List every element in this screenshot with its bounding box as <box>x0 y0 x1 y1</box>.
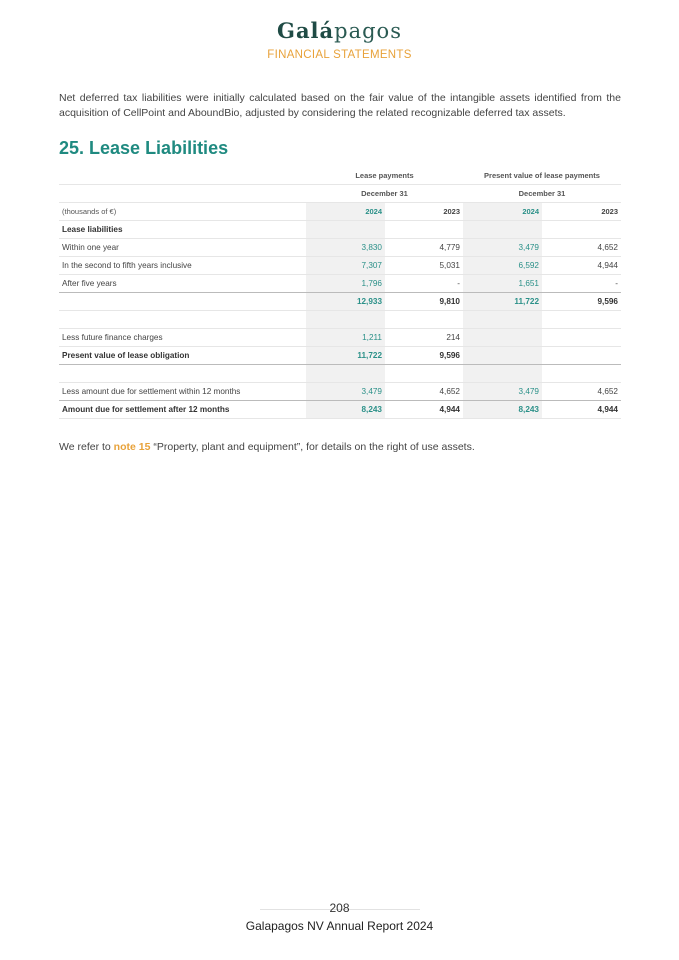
group-present-value: Present value of lease payments <box>463 167 621 185</box>
report-title: Galapagos NV Annual Report 2024 <box>245 919 434 933</box>
year-2023-pv: 2023 <box>542 203 621 221</box>
note-text-before: We refer to <box>59 441 114 453</box>
cell-value: 7,307 <box>306 257 385 275</box>
empty-cell <box>306 365 385 383</box>
date-header-row <box>59 185 621 203</box>
cell-value: 8,243 <box>306 401 385 419</box>
date-lease-payments: December 31 <box>306 185 463 203</box>
logo-part-a: Galá <box>277 18 335 43</box>
page-header <box>0 18 679 61</box>
spacer-row <box>59 365 621 383</box>
table-row <box>59 383 621 401</box>
empty-cell <box>306 221 385 239</box>
unit-label: (thousands of €) <box>59 203 306 221</box>
page-footer <box>0 901 679 933</box>
empty-cell <box>463 221 542 239</box>
table-row <box>59 329 621 347</box>
empty-cell <box>306 311 385 329</box>
cell-value: 4,652 <box>385 383 463 401</box>
section-title: 25. Lease Liabilities <box>59 138 229 158</box>
group-header-row <box>59 167 621 185</box>
lease-liabilities-table <box>59 167 621 419</box>
table-row <box>59 257 621 275</box>
empty-cell <box>59 293 306 311</box>
cell-value: 1,796 <box>306 275 385 293</box>
empty-cell <box>463 347 542 365</box>
cell-value: 5,031 <box>385 257 463 275</box>
cell-value: 9,596 <box>542 293 621 311</box>
cell-value: 1,211 <box>306 329 385 347</box>
row-label: In the second to fifth years inclusive <box>59 257 306 275</box>
cell-value: 9,810 <box>385 293 463 311</box>
cell-value: 3,830 <box>306 239 385 257</box>
cell-value: 4,779 <box>385 239 463 257</box>
intro-paragraph: Net deferred tax liabilities were initially calculated based on the fair value of the intangible assets identified from the acquisition of CellPoint and AboundBio, adjusted by considering the related recognizable deferred tax assets. <box>59 92 621 119</box>
cell-value: 8,243 <box>463 401 542 419</box>
header-subtitle: FINANCIAL STATEMENTS <box>267 49 412 61</box>
cell-value: 4,652 <box>542 383 621 401</box>
row-label: Less amount due for settlement within 12 months <box>59 383 306 401</box>
cell-value: 4,944 <box>542 401 621 419</box>
empty-cell <box>463 329 542 347</box>
row-label: Less future finance charges <box>59 329 306 347</box>
cell-value: 12,933 <box>306 293 385 311</box>
empty-cell <box>59 311 306 329</box>
cell-value: 3,479 <box>306 383 385 401</box>
logo-part-b: pagos <box>334 19 402 43</box>
empty-cell <box>463 311 542 329</box>
cell-value: 11,722 <box>463 293 542 311</box>
row-label: After five years <box>59 275 306 293</box>
empty-cell <box>385 221 463 239</box>
empty-cell <box>542 311 621 329</box>
cell-value: 214 <box>385 329 463 347</box>
table-row <box>59 401 621 419</box>
year-2024-pv: 2024 <box>463 203 542 221</box>
date-present-value: December 31 <box>463 185 621 203</box>
empty-cell <box>463 365 542 383</box>
cell-value: - <box>542 275 621 293</box>
blank-cell <box>59 185 306 203</box>
note-paragraph <box>59 441 621 453</box>
table-row <box>59 239 621 257</box>
spacer-row <box>59 311 621 329</box>
section-label: Lease liabilities <box>59 221 306 239</box>
empty-cell <box>542 347 621 365</box>
empty-cell <box>59 365 306 383</box>
row-label: Within one year <box>59 239 306 257</box>
year-2023-lp: 2023 <box>385 203 463 221</box>
cell-value: 4,944 <box>385 401 463 419</box>
empty-cell <box>385 365 463 383</box>
cell-value: 3,479 <box>463 383 542 401</box>
year-2024-lp: 2024 <box>306 203 385 221</box>
empty-cell <box>385 311 463 329</box>
group-lease-payments: Lease payments <box>306 167 463 185</box>
year-header-row <box>59 203 621 221</box>
cell-value: 1,651 <box>463 275 542 293</box>
note-15-link[interactable]: note 15 <box>113 441 151 453</box>
cell-value: 3,479 <box>463 239 542 257</box>
row-label: Present value of lease obligation <box>59 347 306 365</box>
empty-cell <box>542 365 621 383</box>
empty-cell <box>542 221 621 239</box>
note-text-after: “Property, plant and equipment”, for details on the right of use assets. <box>150 441 475 453</box>
blank-cell <box>59 167 306 185</box>
empty-cell <box>542 329 621 347</box>
cell-value: 9,596 <box>385 347 463 365</box>
cell-value: 4,944 <box>542 257 621 275</box>
cell-value: - <box>385 275 463 293</box>
cell-value: 6,592 <box>463 257 542 275</box>
table-section-row <box>59 221 621 239</box>
table-row <box>59 275 621 293</box>
galapagos-logo <box>0 18 679 43</box>
cell-value: 4,652 <box>542 239 621 257</box>
table-row <box>59 347 621 365</box>
total-row <box>59 293 621 311</box>
cell-value: 11,722 <box>306 347 385 365</box>
page-number: 208 <box>329 901 350 915</box>
row-label: Amount due for settlement after 12 months <box>59 401 306 419</box>
